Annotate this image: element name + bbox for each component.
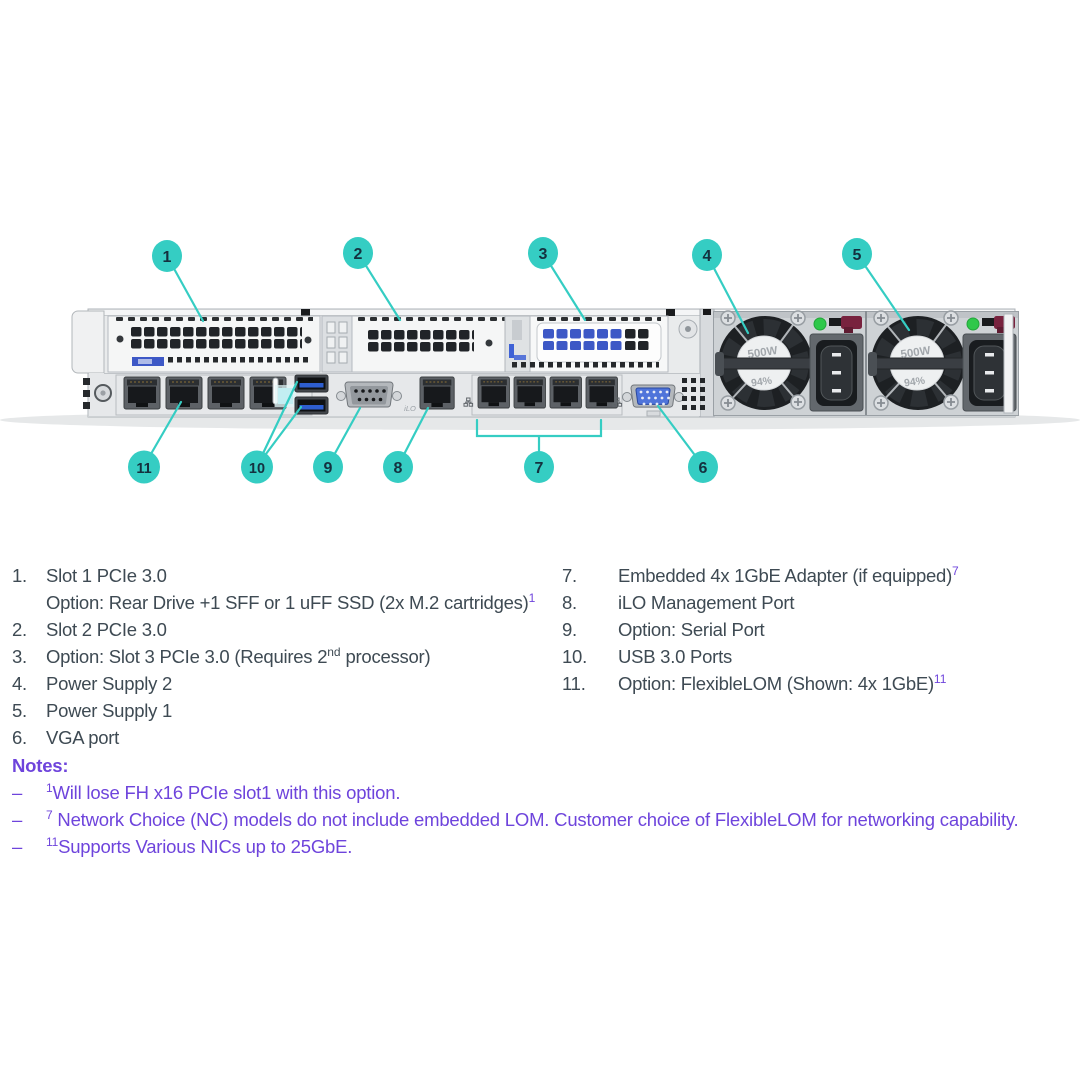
ilo-label: iLO	[404, 404, 416, 413]
usb-port	[295, 375, 328, 392]
legend-item-number: 3.	[12, 646, 27, 667]
psu2-efficiency: 94%	[750, 374, 773, 390]
legend-item-text: Option: Serial Port	[618, 619, 765, 640]
legend-item-text: Power Supply 2	[46, 673, 173, 694]
slot1-riser	[108, 316, 320, 372]
ilo-port	[420, 377, 454, 409]
legend-item-11	[562, 670, 1077, 697]
note-ref-1: 1	[528, 590, 536, 605]
vent-grid	[682, 378, 708, 412]
legend-item-text: Option: Slot 3 PCIe 3.0 (Requires 2nd processor)	[46, 644, 431, 667]
note-text: $^{11}$Supports Various NICs up to 25GbE.	[46, 834, 353, 857]
svg-text:4: 4	[702, 248, 712, 265]
callout-1	[152, 240, 182, 272]
note-dash: –	[12, 836, 23, 857]
note-ref-7: 7	[952, 563, 959, 578]
callout-5	[842, 238, 872, 270]
legend-item-text: VGA port	[46, 727, 120, 748]
slot3-riser	[512, 316, 668, 372]
legend-item-indent	[12, 589, 46, 616]
svg-text:5: 5	[852, 247, 862, 264]
callout-4	[692, 239, 722, 271]
note-item-2	[12, 806, 1076, 833]
svg-text:6: 6	[698, 460, 708, 477]
callout-6	[688, 451, 718, 483]
psu1-wattage: 500W	[899, 344, 932, 362]
note-text: $^7$ Network Choice (NC) models do not include embedded LOM. Customer choice of FlexibleLOM for networking capability.	[46, 807, 1019, 830]
note-item-3	[12, 833, 1076, 860]
psu-2	[714, 311, 866, 416]
legend-item-text: Slot 1 PCIe 3.0	[46, 565, 167, 586]
callout-3	[528, 237, 558, 269]
psu1-efficiency: 94%	[903, 374, 926, 390]
psu2-wattage: 500W	[746, 344, 779, 362]
legend-item-text: Embedded 4x 1GbE Adapter (if equipped)$^7$	[618, 563, 959, 586]
note-dash: –	[12, 809, 23, 830]
rj45-port	[514, 377, 546, 408]
legend-item-number: 9.	[562, 619, 577, 640]
legend-item-5	[12, 697, 557, 724]
legend-item-number: 5.	[12, 700, 27, 721]
legend-item-number: 7.	[562, 565, 577, 586]
legend-item-number: 11.	[562, 673, 586, 694]
legend-item-number: 8.	[562, 592, 577, 613]
riser-divider-1	[322, 316, 352, 372]
legend-item-4	[12, 670, 557, 697]
legend-item-2	[12, 616, 557, 643]
note-item-1	[12, 779, 1076, 806]
psu-rail	[1004, 314, 1013, 413]
svg-text:8: 8	[393, 460, 403, 477]
note-ref-11: 11	[933, 671, 947, 686]
legend-item-10	[562, 643, 1077, 670]
legend-item-number: 10.	[562, 646, 587, 667]
svg-text:7: 7	[534, 460, 544, 477]
legend-item-1	[12, 562, 557, 589]
legend-item-text: Option: Rear Drive +1 SFF or 1 uFF SSD (2x M.2 cartridges)$^1$	[46, 590, 536, 613]
svg-text:1: 1	[162, 249, 172, 266]
legend-item-text: Power Supply 1	[46, 700, 173, 721]
psu-1	[867, 311, 1019, 416]
callout-9	[313, 451, 343, 483]
legend-item-1-option	[12, 589, 557, 616]
legend-item-9	[562, 616, 1077, 643]
callout-7	[524, 451, 554, 483]
svg-text:10: 10	[248, 461, 266, 477]
callout-8	[383, 451, 413, 483]
legend-item-3	[12, 643, 557, 670]
callout-11	[128, 451, 160, 484]
svg-text:11: 11	[136, 461, 152, 477]
usb-port	[295, 397, 328, 414]
legend-item-number: 2.	[12, 619, 27, 640]
note-dash: –	[12, 782, 23, 803]
ordinal-sup: nd	[327, 644, 341, 659]
notes-section	[12, 752, 1076, 860]
legend-right-column	[562, 562, 1077, 697]
screw-boss	[679, 320, 697, 338]
legend-item-6	[12, 724, 557, 751]
legend-item-number: 4.	[12, 673, 27, 694]
legend-item-number: 1.	[12, 565, 27, 586]
rj45-port	[166, 377, 202, 409]
rj45-port	[478, 377, 510, 408]
svg-text:2: 2	[353, 246, 363, 263]
legend-item-8	[562, 589, 1077, 616]
legend-item-text: Option: FlexibleLOM (Shown: 4x 1GbE)$^{11}$	[618, 671, 947, 694]
legend-item-7	[562, 562, 1077, 589]
callout-2	[343, 237, 373, 269]
svg-text:9: 9	[323, 460, 333, 477]
slot2-riser	[352, 316, 508, 372]
rj45-port	[550, 377, 582, 408]
legend-left-column	[12, 562, 557, 751]
legend-item-text: iLO Management Port	[618, 592, 795, 613]
svg-text:3: 3	[538, 246, 548, 263]
note-text: $^1$Will lose FH x16 PCIe slot1 with this option.	[46, 780, 401, 803]
left-ear	[72, 311, 104, 373]
notes-heading: Notes:	[12, 755, 69, 776]
legend-item-number: 6.	[12, 727, 27, 748]
rj45-port	[208, 377, 244, 409]
legend-item-text: Slot 2 PCIe 3.0	[46, 619, 167, 640]
rj45-port	[124, 377, 160, 409]
legend-item-text: USB 3.0 Ports	[618, 646, 732, 667]
callout-10	[241, 451, 273, 484]
